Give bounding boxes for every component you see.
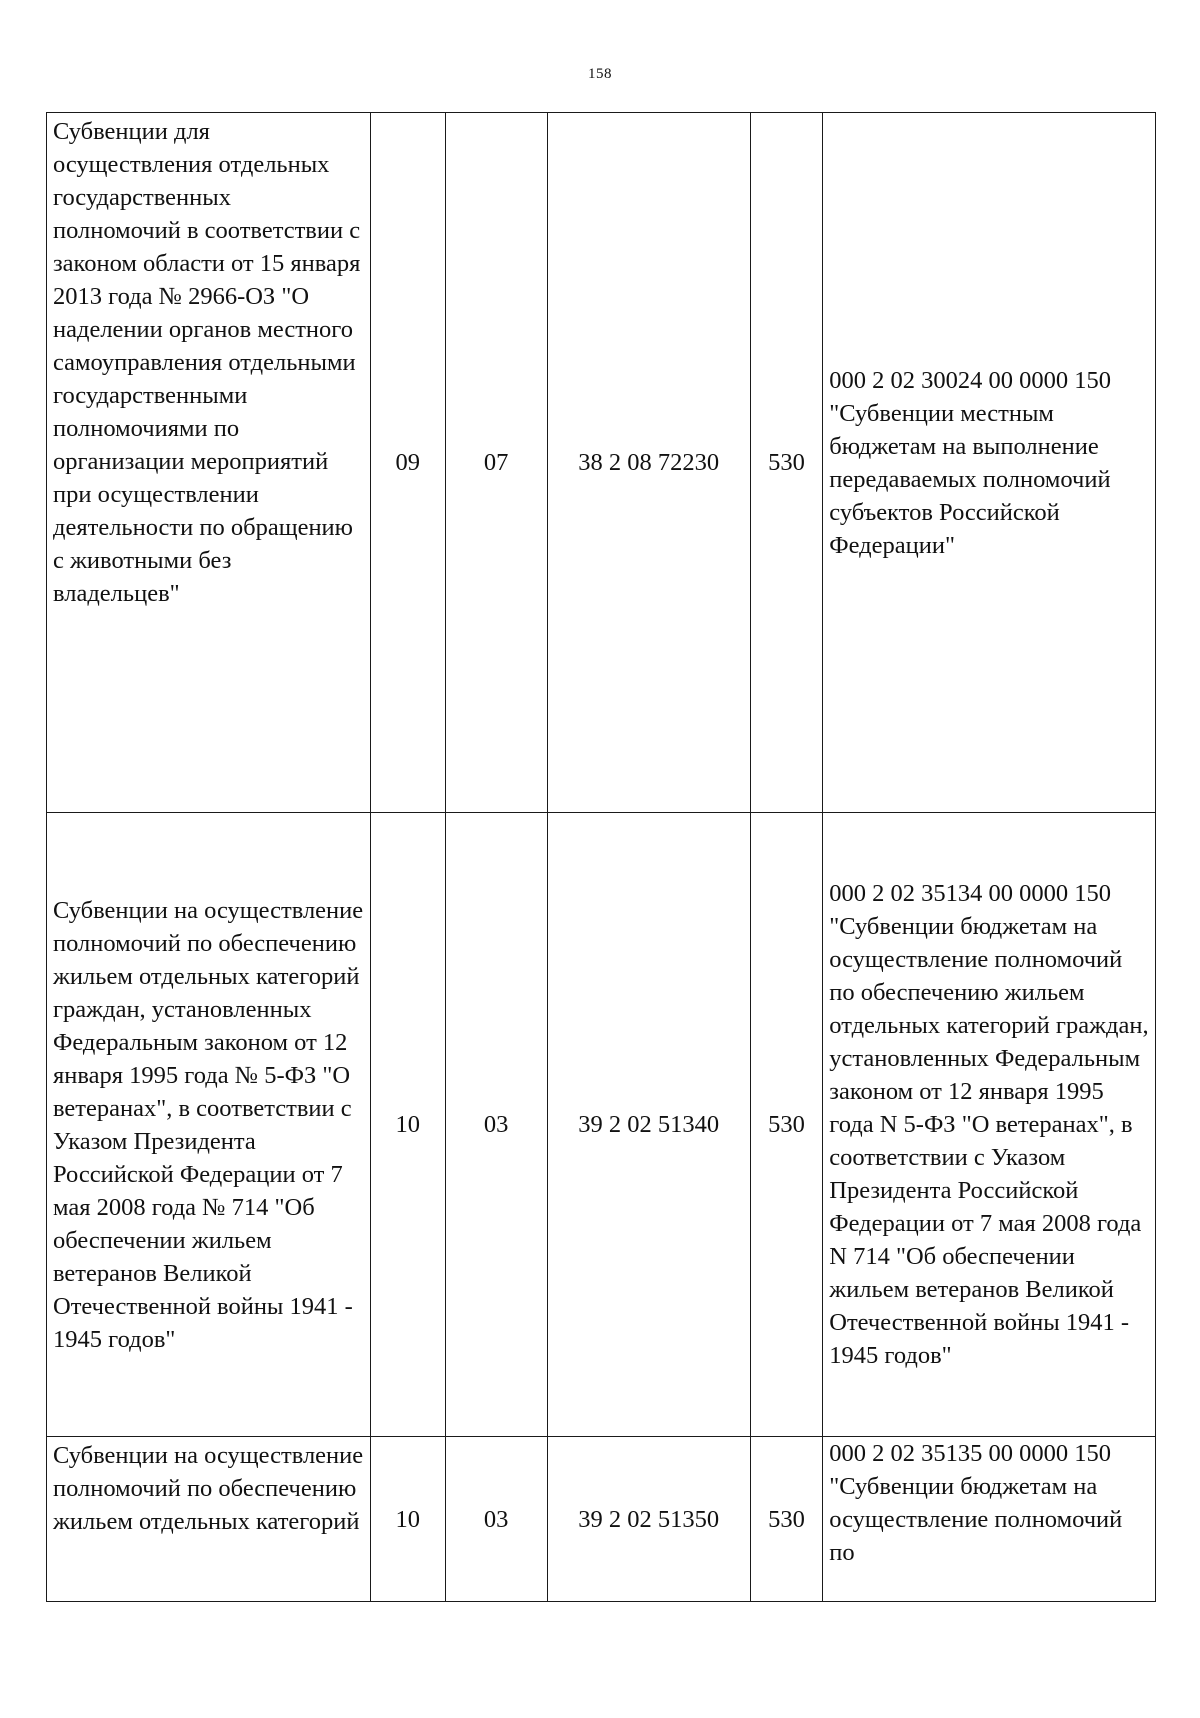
income-code: 000 2 02 35134 00 0000 150 "Субвенции бюджетам на осуществление полномочий по обеспечению жильем отдельных категорий граждан, установленных Федеральным законом от 12 января 1995 года N 5-ФЗ "О ветеранах", в соответствии с Указом Президента Российской Федерации от 7 мая 2008 года N 714 "Об обеспечении жильем ветеранов Великой Отечественной войны 1941 - 1945 годов" xyxy=(829,880,1149,1369)
income-code: 000 2 02 35135 00 0000 150 "Субвенции бюджетам на осуществление полномочий по xyxy=(829,1440,1123,1566)
income-code-cell xyxy=(823,1437,1156,1602)
subsection-cell: 07 xyxy=(445,113,547,813)
section-cell: 09 xyxy=(370,113,445,813)
table-row xyxy=(47,113,1156,813)
income-code-cell xyxy=(823,813,1156,1437)
row-name-cell xyxy=(47,113,371,813)
subsection-cell: 03 xyxy=(445,1437,547,1602)
subsection-cell: 03 xyxy=(445,813,547,1437)
budget-table xyxy=(46,112,1156,1602)
income-code: 000 2 02 30024 00 0000 150 "Субвенции местным бюджетам на выполнение передаваемых полномочий субъектов Российской Федерации" xyxy=(829,366,1112,559)
section-cell: 10 xyxy=(370,1437,445,1602)
table-row xyxy=(47,1437,1156,1602)
page-number: 158 xyxy=(588,66,612,82)
target-article-cell: 39 2 02 51350 xyxy=(547,1437,750,1602)
row-name-cell xyxy=(47,813,371,1437)
expense-type-cell: 530 xyxy=(750,1437,822,1602)
row-name: Субвенции для осуществления отдельных государственных полномочий в соответствии с законом области от 15 января 2013 года № 2966-ОЗ "О наделении органов местного самоуправления отдельными государственными полномочиями по организации мероприятий при осуществлении деятельности по обращению с животными без владельцев" xyxy=(53,118,361,607)
row-name: Субвенции на осуществление полномочий по обеспечению жильем отдельных категорий граждан, установленных Федеральным законом от 12 января 1995 года № 5-ФЗ "О ветеранах", в соответствии с Указом Президента Российской Федерации от 7 мая 2008 года № 714 "Об обеспечении жильем ветеранов Великой Отечественной войны 1941 - 1945 годов" xyxy=(53,896,364,1353)
income-code-cell xyxy=(823,113,1156,813)
target-article-cell: 39 2 02 51340 xyxy=(547,813,750,1437)
section-cell: 10 xyxy=(370,813,445,1437)
expense-type-cell: 530 xyxy=(750,113,822,813)
expense-type-cell: 530 xyxy=(750,813,822,1437)
table-row xyxy=(47,813,1156,1437)
target-article-cell: 38 2 08 72230 xyxy=(547,113,750,813)
row-name: Субвенции на осуществление полномочий по обеспечению жильем отдельных категорий xyxy=(53,1442,364,1535)
row-name-cell xyxy=(47,1437,371,1602)
